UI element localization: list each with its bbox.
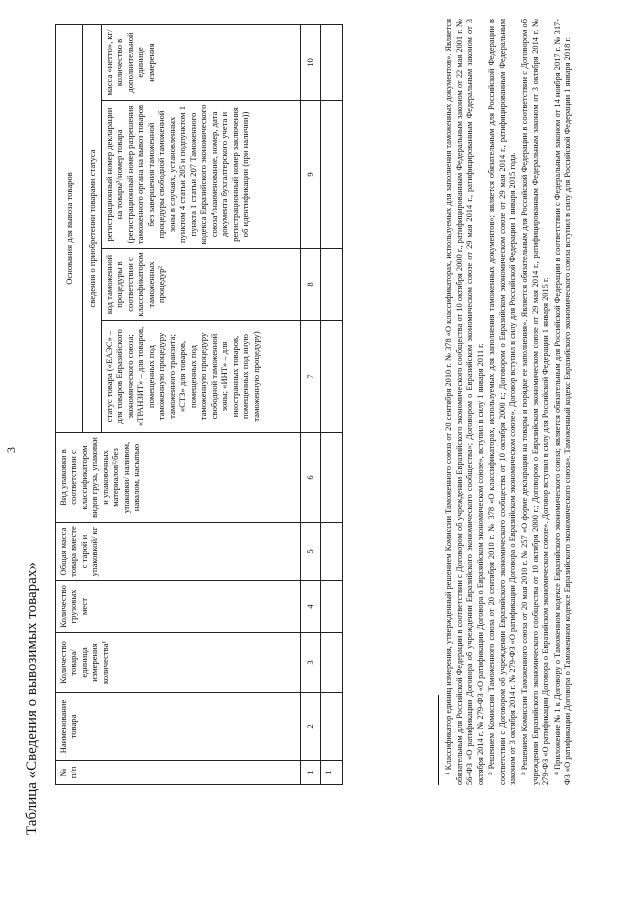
table-row [321,24,343,784]
footnote-divider [438,695,439,785]
table-cell [321,101,343,249]
column-number: 8 [301,249,321,321]
col-header-2: Наименование товара [56,693,301,761]
column-number: 3 [301,633,321,693]
table-cell [321,321,343,433]
row-number-cell: 1 [321,761,343,785]
column-number: 2 [301,693,321,761]
col-header-1: № п/п [56,761,301,785]
table-cell [321,693,343,761]
column-number-row [301,24,321,784]
table-cell [321,581,343,633]
column-number: 7 [301,321,321,433]
footnotes [444,19,575,785]
footnote-1: ¹ Классификатор единиц измерения, утвержденный решением Комиссии Таможенного союза от 20 сентября 2010 г. № 378 «О классификаторах, используемых для заполнения таможенных документов». Является обязательным для Российской Федерации в соответствии с Договором об учреждении Евразийского экономического сообщества от 10 октября 2000 г., ратифицированным Федеральным законом от 22 мая 2001 г. № 56-ФЗ «О ратификации Договора об учреждении Евразийского экономического сообщества»; Договором о Евразийском экономическом союзе от 29 мая 2014 г., ратифицированным Федеральным законом от 3 октября 2014 г. № 279-ФЗ «О ратификации Договора о Евразийском экономическом союзе», вступил в силу 1 января 2011 г. [444,19,485,785]
page-title: Таблица «Сведения о вывозимых товарах» [24,562,40,835]
table-cell [321,24,343,100]
col-header-3: Количество товара/ единица измерения количества¹ [56,633,301,693]
footnote-3: ³ Решением Комиссии Таможенного союза от 20 мая 2010 г. № 257 «О форме декларации на товары и порядке ее заполнения». Является обязательным для Российской Федерации в соответствии с Договором об учреждении Евразийского экономического сообщества от 10 октября 2000 г.; Договором о Евразийском экономическом союзе от 29 мая 2014 г., ратифицированным Федеральным законом от 3 октября 2014 г. № 279-ФЗ «О ратификации Договора о Евразийском экономическом союзе». Договор вступил в силу для Российской Федерации 1 января 2015 г. [520,19,551,785]
page-number: 3 [4,447,18,453]
column-number: 1 [301,761,321,785]
table-cell [321,249,343,321]
column-number: 10 [301,24,321,100]
table-cell [321,633,343,693]
col-header-9: регистрационный номер декларации на товары³/номер товара (регистрационный номер разрешения таможенного органа на вывоз товаров без завершения таможенной процедуры свободной таможенной зоны в случаях, установленных пунктом 4 статьи 205 и подпунктом 1 пункта 1 статьи 207 Таможенного кодекса Евразийского экономического союза⁴/наименование, номер, дата документа бухгалтерского учета и регистрационный номер заключения об идентификации (при наличии)) [102,101,301,249]
goods-table [55,24,343,785]
column-number: 5 [301,523,321,581]
sub-header: сведения о приобретении товарами статуса [83,24,102,432]
column-number: 9 [301,101,321,249]
footnote-2: ² Решением Комиссии Таможенного союза от 20 сентября 2010 г. № 378 «О классификаторах, используемых для заполнения таможенных документов»; является обязательным для Российской Федерации в соответствии с Договором об учреждении Евразийского экономического сообщества от 10 октября 2000 г.; Договором о Евразийском экономическом союзе от 29 мая 2014 г., ратифицированным Федеральным законом от 3 октября 2014 г. № 279-ФЗ «О ратификации Договора о Евразийском экономическом союзе». Договор вступил в силу для Российской Федерации 1 января 2015 года. [487,19,518,785]
col-header-7: статус товара («ЕАЭС» – для товаров Евразийского экономического союза; «ТРАНЗИТ» – для товаров, помещенных под таможенную процедуру таможенного транзита; «СТЗ» для товаров, помещенных под таможенную процедуру свободной таможенной зоны; «ИНТ» – для иностранных товаров, помещенных под иную таможенную процедуру) [102,321,301,433]
table-cell [321,433,343,523]
col-header-8: код таможенной процедуры в соответствии с классификатором таможенных процедур² [102,249,301,321]
group-header: Основания для вывоза товаров [56,24,83,432]
col-header-5: Общая масса товара вместе с тарой и упаковкой/ кг [56,523,301,581]
col-header-4: Количество грузовых мест [56,581,301,633]
col-header-6: Вид упаковки в соответствии с классификатором видов груза, упаковки и упаковочных материалов²/без упаковки/ наливом, навалом, насыпью [56,433,301,523]
column-number: 6 [301,433,321,523]
table-cell [321,523,343,581]
column-number: 4 [301,581,321,633]
footnote-4: ⁴ Приложение № 1 к Договору о Таможенном кодексе Евразийского экономического союза; является обязательным для Российской Федерации в соответствии с Федеральным законом от 14 ноября 2017 г. № 317-ФЗ «О ратификации Договора о Таможенном кодексе Евразийского экономического союза». Таможенный кодекс Евразийского экономического союза вступил в силу для Российской Федерации 1 января 2018 г. [552,19,573,785]
col-header-10: масса «нетто», кг/количество в дополнительной единице измерения [102,24,301,100]
